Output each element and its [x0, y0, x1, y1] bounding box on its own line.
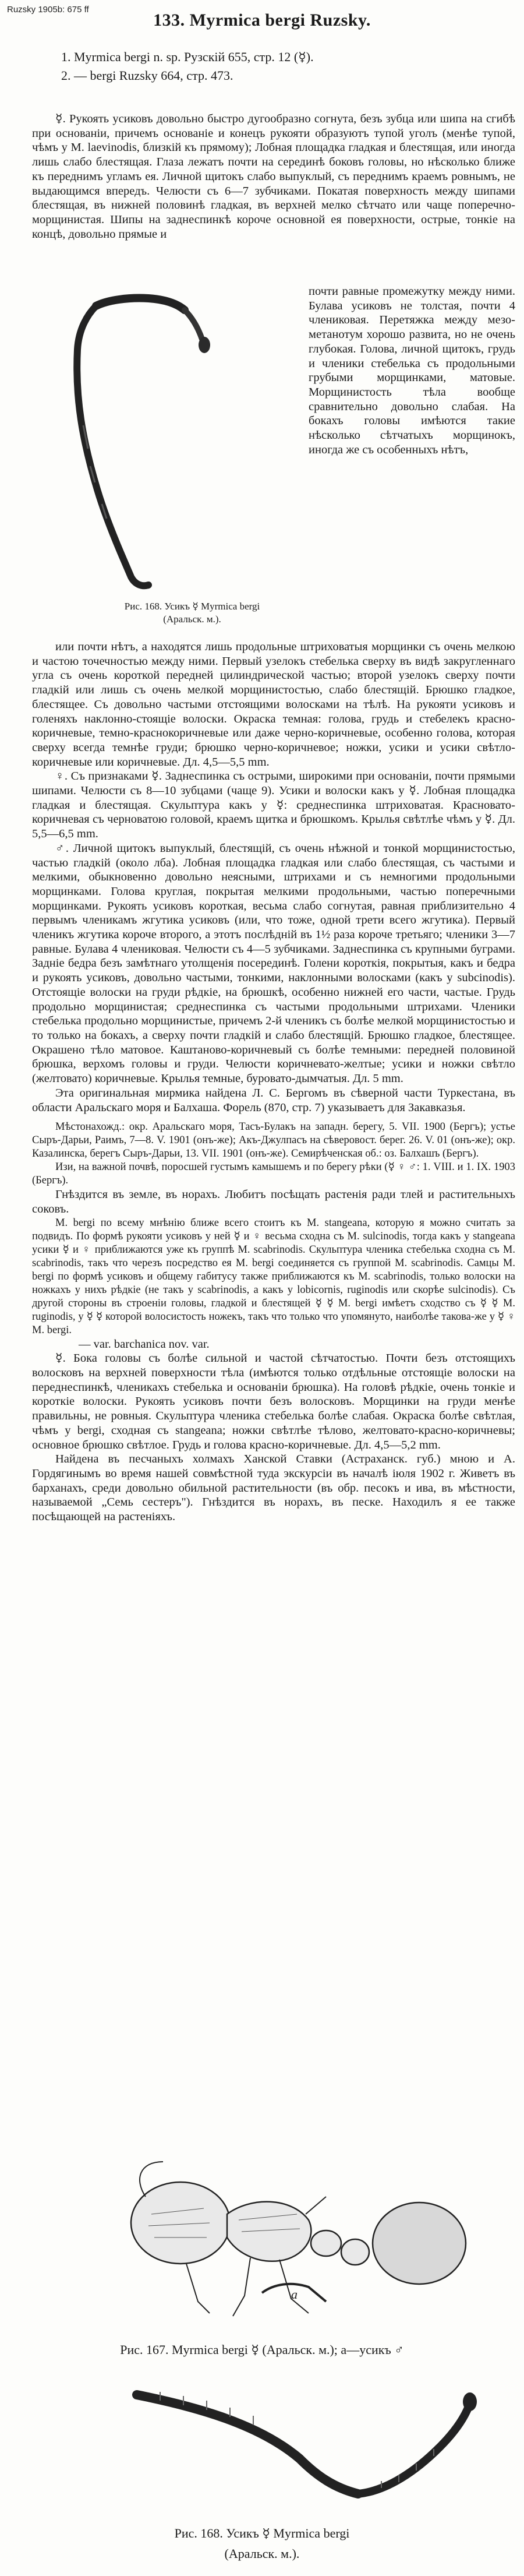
synonym-line-1: 1. Myrmica bergi n. sp. Рузскій 655, стр. 12 (☿). [61, 50, 314, 64]
fig167-letter-a: a [291, 2287, 298, 2302]
fig-small-caption [82, 600, 303, 626]
queen-description-paragraph: ♀. Съ признаками ☿. Заднеспинка съ острыми, широкими при основаніи, почти прямыми шипами. Челюсти съ 8—10 зубцами (чаще 9). Усики и волоски какъ у ☿. Лобная площадка гладкая и блестящая. Скульптура какъ у ☿: среднеспинка штриховатая. Красновато-коричневая съ черноватою головой, краемъ щитка и брюшкомъ. Крылья свѣтлѣе чѣмъ у ☿. Дл. 5,5—6,5 mm. [32, 770, 515, 841]
discussion-paragraph: M. bergi по всему мнѣнію ближе всего стоитъ къ M. stangeana, которую я можно считать за подвидъ. По формѣ рукояти усиковъ у ней ☿ и ♀ весьма сходна съ M. sulcinodis, тогда какъ у stangeana усики ☿ и ♀ приближаются уже къ группѣ M. scabrinodis. Скульптура членика стебелька сходна съ M. scabrinodis, такъ что черезъ посредство ея M. bergi соединяется съ группой M. scabrinodis. Самцы M. bergi по формѣ усиковъ и общему габитусу также приближаются къ M. scabrinodis, только волоски на ножкахъ у нихъ рѣдкіе (не такъ у scabrinodis, а какъ у lobicornis, ruginodis или скорѣе sulcinodis). Съ другой стороны въ строеніи головы, гладкой и блестящей ☿ ☿ M. bergi имѣетъ сходство съ ☿ ☿ M. ruginodis, у ☿ ☿ которой волосистость ножекъ, такъ что только что упомянуто, наиболѣе такова-же у ☿ ♀ M. bergi. [32, 1217, 515, 1336]
biology-paragraph: Гнѣздится въ земле, въ норахъ. Любитъ посѣщать растенія ради тлей и растительныхъ соковъ. [32, 1188, 515, 1215]
distribution-paragraph: Эта оригинальная мирмика найдена Л. С. Бергомъ въ сѣверной части Туркестана, въ области Аральскаго моря и Балхаша. Форель (870, стр. 7) указываетъ для Закавказья. [32, 1086, 515, 1114]
locality-paragraph-2: Изи, на важной почвѣ, поросшей густымъ камышемъ и по берегу рѣки (☿ ♀ ♂: 1. VIII. и 1. IX. 1903 (Бергъ). [32, 1161, 515, 1187]
source-label: Ruzsky 1905b: 675 ff [7, 5, 89, 15]
variety-description-paragraph: ☿. Бока головы съ болѣе сильной и частой сѣтчатостью. Почти безъ отстоящихъ волосковъ на верхней поверхности тѣла (имѣются только отдѣльные отстоящіе волоски на переднеспинкѣ, членикахъ стебелька и основаніи брюшка). На головѣ рѣдкіе, очень тонкіе и короткіе волоски. Рукоять усиковъ почти безъ волосковъ. Морщинки на груди менѣе правильны, не ровныя. Скульптура членика стебелька болѣе слабая. Окраска болѣе свѣтлая, чѣмъ у bergi, сходная съ stangeana; ножки свѣтлѣе тѣлово, желтовато-красно-коричневы; основное брюшко свѣтлое. Грудь и голова красно-коричневые. Дл. 4,5—5,2 mm. [32, 1352, 515, 1451]
fig167-caption: Рис. 167. Myrmica bergi ☿ (Аральск. м.); a—усикъ ♂ [120, 2342, 404, 2357]
main-text [32, 640, 515, 1524]
species-heading: 133. Myrmica bergi Ruzsky. [153, 10, 371, 30]
worker-description-paragraph: или почти нѣтъ, а находятся лишь продольные штриховатыя морщинки съ очень мелкою и частою точечностью между ними. Первый узелокъ стебелька сверху въ видѣ закругленнаго угла съ очень короткой передней цилиндрической частью; второй узелокъ сверху почти гладкій или лишь съ очень мелкой морщинистостью, слабо блестящій. Брюшко гладкое, блестящее. Съ довольно частыми отстоящими волосками на тѣлѣ. На рукояти усиковъ и голеняхъ наклонно-стоящіе волоски. Окраска темная: голова, грудь и стебелекъ красно-коричневые, темно-краснокоричневые или даже черно-коричневые, особенно голова, которая сверху всегда темнѣе груди; брюшко черно-коричневое; ножки, усики и усики свѣтло-коричневые или коричневые. Дл. 4,5—5,5 mm. [32, 640, 515, 769]
male-description-paragraph: ♂. Личной щитокъ выпуклый, блестящій, съ очень нѣжной и тонкой морщинистостью, частью гладкій (около лба). Лобная площадка гладкая или слабо блестящая, съ частыми и мелкими, обыкновенно довольно неясными, штрихами и съ немногими продольными морщинками. Голова круглая, покрытая мелкими продольными, частью поперечными морщинками. Рукоять усиковъ короткая, весьма слабо согнутая, равная приблизительно 4 первымъ членикамъ жгутика усиковъ (или, что тоже, одной трети всего жгутика). Первый членикъ жгутика короче второго, а этотъ послѣдній въ 1½ раза короче третьяго; членики 3—7 равные. Булава 4 члениковая. Челюсти съ 4—5 зубчиками. Заднеспинка съ крупными буграми. Задніе бедра безъ замѣтнаго утолщенія посерединѣ. Голени короткія, покрытыя, какъ и бедра и рукоять усиковъ, довольно частыми, тонкими, наклонными волосками (какъ у subcinodis). Отстоящіе волоски на груди рѣдкіе, на брюшкѣ, особенно нижней его части, частые. Грудь продольно морщинистая; среднеспинка съ частыми продольными штрихами. Членики стебелька продольно морщинистые, причемъ 2-й членикъ съ болѣе мелкой морщинистостью и то только на бокахъ, а сверху почти гладкій и слабо блестящій. Брюшко гладкое, блестящее. Окрашено тѣло матовое. Каштаново-коричневый съ болѣе темными: передней половиной брюшка, верхомъ головы и груди. Челюсти коричневато-желтые; усики и ножки свѣтло (желтовато) коричневые. Крылья темные, буровато-дымчатыя. Дл. 5 mm. [32, 841, 515, 1086]
variety-title: — var. barchanica nov. var. [79, 1337, 210, 1351]
variety-locality-paragraph: Найдена въ песчаныхъ холмахъ Ханской Ставки (Астраханск. губ.) мною и А. Гордягинымъ во время нашей совмѣстной туда экскурсіи въ началѣ іюля 1902 г. Живетъ въ барханахъ, среди довольно обильной растительности (въ обр. песокъ и ива, въ мѣстности, называемой „Семь сестеръ"). Гнѣздится въ норахъ, въ песке. Находилъ я ее также посѣщающей на растеніяхъ. [32, 1453, 515, 1524]
intro-paragraph: ☿. Рукоять усиковъ довольно быстро дугообразно согнута, безъ зубца или шипа на сгибѣ при основаніи, причемъ основаніе и конецъ рукояти образуютъ тупой уголъ (менѣе тупой, чѣмъ у M. laevinodis, близкій къ прямому); Лобная площадка гладкая и блестящая, или иногда лишь слабо блестящая. Глаза лежатъ почти на серединѣ боковъ головы, но нѣсколько ближе къ переднимъ угламъ ея. Личной щитокъ слабо выпуклый, съ переднимъ краемъ ровнымъ, не выдающимся впередъ. Челюсти съ 6—7 зубчиками. Покатая поверхность между шипами блестящая, въ нижней половинѣ гладкая, въ верхней мелко сѣтчато или чаще поперечно-морщинистая. Шипы на заднеспинкѣ короче основной ея поверхности, острые, тонкіе на концѣ, довольно прямые и [32, 112, 515, 241]
antenna-figure-small [32, 274, 288, 600]
synonym-line-2: 2. — bergi Ruzsky 664, стр. 473. [61, 68, 233, 83]
fig-small-caption-line-1: Рис. 168. Усикъ ☿ Myrmica bergi [124, 601, 260, 612]
fig-small-caption-line-2: (Аральск. м.). [163, 614, 221, 625]
antenna-figure-large [125, 2371, 480, 2514]
wrapped-text-column: почти равные промежутку между ними. Булава усиковъ не толстая, почти 4 члениковая. Перетяжка между мезо-метанотум хорошо развита, но не очень глубокая. Голова, личной щитокъ, грудь и членики стебелька съ продольными грубыми морщинками, матовые. Морщинистость тѣла вообще сравнительно довольно слабая. На бокахъ головы имѣются такие нѣсколько сѣтчатыхъ морщинокъ, иногда же съ особенныхъ нѣтъ, [309, 285, 515, 456]
locality-paragraph-1: Мѣстонахожд.: окр. Аральскаго моря, Тасъ-Булакъ на западн. берегу, 5. VII. 1900 (Бергъ); устье Сыръ-Дарьи, Раимъ, 7—8. V. 1901 (онъ-же); Акъ-Джулпасъ на сѣверовост. берег. 26. V. 01 (онъ-же); окр. Казалинска, берегъ Сыръ-Дарьи, 13. VII. 1901 (онъ-же). Семирѣченская об.: оз. Балхашъ (Бергъ). [32, 1121, 515, 1160]
fig168-caption-line-2: (Аральск. м.). [224, 2546, 300, 2561]
fig168-caption-line-1: Рис. 168. Усикъ ☿ Myrmica bergi [174, 2526, 350, 2540]
ant-habitus-figure [116, 2156, 477, 2331]
